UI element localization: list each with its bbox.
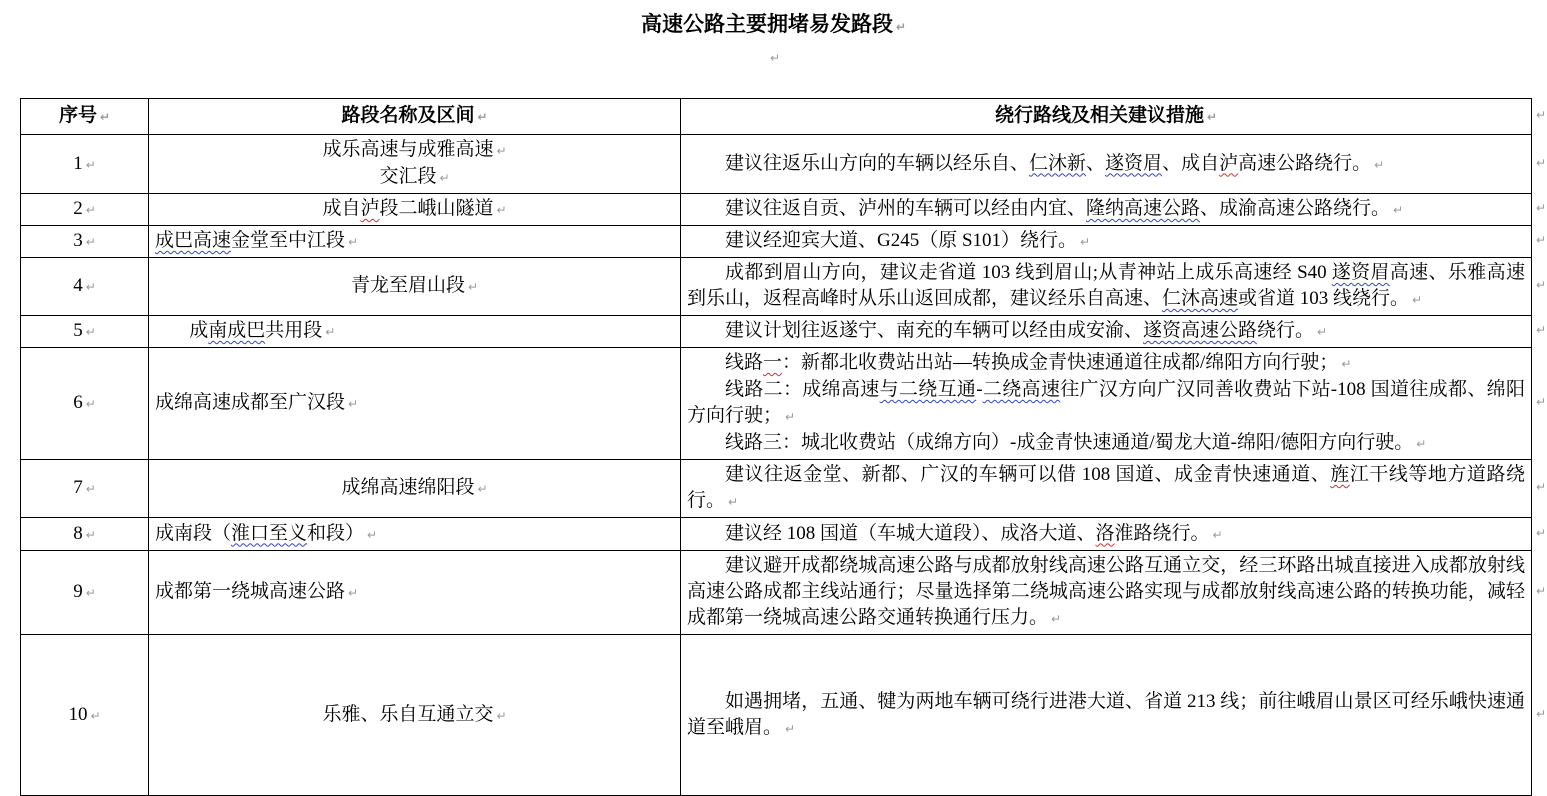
pilcrow-mark: ↵ (439, 171, 450, 185)
text-segment: 成绵高速成都至广汉段 (155, 392, 346, 413)
text-segment: - (976, 379, 983, 400)
table-row (21, 194, 1532, 226)
spellcheck-segment: 泸 (1219, 152, 1239, 174)
spellcheck-segment: 遂资眉 (1331, 262, 1390, 283)
row-number-cell (21, 135, 149, 194)
text-segment: 线路 (725, 352, 764, 373)
empty-paragraph (0, 47, 1547, 69)
text-segment: 、成渝高速公路绕行。 (1200, 198, 1391, 219)
header-cell-section-name (149, 99, 681, 135)
text-segment: 线路二：成绵高速 (725, 379, 880, 400)
text-segment: 金堂至中江段 (231, 230, 346, 251)
row-number-cell (21, 635, 149, 796)
table-row (21, 316, 1532, 348)
row-end-mark: ↵ (1536, 155, 1547, 170)
section-name-cell (149, 460, 681, 518)
section-name-cell (149, 348, 681, 460)
pilcrow-mark: ↵ (1374, 157, 1385, 172)
section-name-line (155, 702, 674, 729)
section-name-line (155, 273, 674, 300)
text-segment: 建议避开成都绕城高速公路与成都放射线高速公路互通立交，经三环路出城直接进入成都放射线高速公路成都主线站通行；尽量选择第二绕城高速公路实现与成都放射线高速公路的转换功能，减轻成都第一绕城高速公路交通转换通行压力。 (687, 555, 1525, 628)
pilcrow-mark: ↵ (477, 482, 488, 496)
text-segment: 淮路绕行。 (1114, 522, 1210, 544)
pilcrow-mark: ↵ (348, 397, 359, 411)
table-row (21, 226, 1532, 258)
row-number: 5 (73, 320, 83, 341)
spellcheck-segment: 隆纳高速公路 (1086, 198, 1201, 219)
text-segment: 和段） (307, 522, 365, 544)
detour-advice-paragraph (687, 318, 1525, 345)
section-name-cell (149, 518, 681, 551)
section-name-line (155, 390, 674, 417)
text-segment: 建议往返金堂、新都、广汉的车辆可以借 108 国道、成金青快速通道、 (725, 464, 1331, 485)
text-segment: 成都到眉山方向，建议走省道 103 线到眉山;从青神站上成乐高速经 S40 (725, 262, 1332, 283)
pilcrow-mark: ↵ (1206, 110, 1218, 124)
section-name-line (155, 196, 674, 223)
pilcrow-mark: ↵ (1051, 612, 1062, 626)
table-body (21, 135, 1532, 796)
pilcrow-mark: ↵ (1317, 325, 1328, 339)
row-end-mark: ↵ (1536, 108, 1547, 122)
table-row (21, 518, 1532, 551)
row-end-mark: ↵ (1536, 395, 1547, 409)
detour-advice-paragraph (687, 377, 1525, 430)
pilcrow-mark: ↵ (85, 397, 96, 411)
spellcheck-segment: 仁沐高速 (1162, 288, 1239, 309)
row-number-cell (21, 194, 149, 226)
table-row (21, 551, 1532, 635)
text-segment: 江干线等地方道路绕行。 (687, 464, 1525, 511)
section-name-cell (149, 635, 681, 796)
text-segment: 乐雅、乐自互通立交 (322, 703, 494, 725)
pilcrow-mark: ↵ (477, 110, 488, 124)
text-segment: 成绵高速绵阳段 (341, 477, 475, 498)
detour-advice-paragraph (687, 151, 1525, 178)
spellcheck-segment: 泸 (360, 198, 380, 219)
text-segment: 青龙至眉山段 (350, 275, 465, 296)
row-end-mark: ↵ (1536, 278, 1547, 292)
text-segment: 成 (189, 320, 209, 341)
text-segment: 成南段（ (155, 522, 232, 544)
row-number: 1 (73, 152, 83, 174)
text-segment: 线路三：城北收费站（成绵方向）-成金青快速通道/蜀龙大道-绵阳/德阳方向行驶。 (725, 432, 1414, 453)
pilcrow-mark: ↵ (1080, 235, 1091, 249)
pilcrow-mark: ↵ (1412, 293, 1423, 307)
page-title-text: 高速公路主要拥堵易发路段 (640, 12, 893, 36)
text-segment: 交汇段 (379, 166, 437, 187)
row-number: 10 (68, 703, 88, 725)
pilcrow-mark: ↵ (348, 586, 359, 600)
detour-advice-paragraph (687, 260, 1525, 313)
detour-advice-cell (681, 135, 1532, 194)
spellcheck-segment: 遂资眉 (1105, 152, 1163, 174)
text-segment: 成自 (322, 198, 361, 219)
row-number-cell (21, 316, 149, 348)
row-number: 7 (73, 477, 83, 498)
spellcheck-segment: 洛 (1095, 522, 1115, 544)
detour-advice-paragraph (687, 430, 1525, 457)
spellcheck-segment: 仁沐新 (1029, 152, 1087, 174)
detour-advice-paragraph (687, 553, 1525, 632)
text-segment: 成都第一绕城高速公路 (155, 581, 346, 602)
row-number-cell (21, 460, 149, 518)
detour-advice-cell (681, 518, 1532, 551)
header-label: 路段名称及区间 (341, 105, 475, 126)
detour-advice-cell (681, 348, 1532, 460)
detour-advice-paragraph (687, 521, 1525, 548)
text-segment: 建议经 108 国道（车城大道段）、成洛大道、 (725, 522, 1096, 544)
pilcrow-mark: ↵ (785, 410, 796, 424)
pilcrow-mark: ↵ (99, 110, 111, 124)
table-header-row (21, 99, 1532, 135)
spellcheck-segment: 一 (763, 352, 783, 373)
row-number-cell (21, 258, 149, 316)
spellcheck-segment: 南成巴 (208, 320, 266, 341)
table-row (21, 135, 1532, 194)
pilcrow-mark: ↵ (85, 482, 96, 496)
row-number: 2 (73, 198, 83, 219)
pilcrow-mark: ↵ (348, 235, 359, 249)
spellcheck-segment: 成巴高速 (155, 230, 232, 251)
section-name-cell (149, 226, 681, 258)
page-title (0, 10, 1547, 41)
row-end-mark: ↵ (1536, 323, 1547, 337)
pilcrow-mark: ↵ (467, 280, 479, 294)
section-name-line (155, 318, 674, 345)
document-page (0, 10, 1547, 780)
text-segment: 往广汉方向广汉同善收费站下站-108 国道往成都、绵阳方向行驶； (687, 379, 1525, 426)
pilcrow-mark: ↵ (85, 527, 96, 542)
row-number: 8 (73, 522, 83, 544)
section-name-line (155, 228, 674, 255)
pilcrow-mark: ↵ (85, 280, 96, 294)
header-label: 绕行路线及相关建议措施 (994, 105, 1204, 126)
spellcheck-segment: 二绕高速 (982, 379, 1061, 400)
row-number: 9 (73, 581, 83, 602)
text-segment: 、 (1086, 152, 1106, 174)
pilcrow-mark: ↵ (785, 721, 796, 736)
header-cell-detour-advice (681, 99, 1532, 135)
table-row (21, 348, 1532, 460)
detour-advice-cell (681, 194, 1532, 226)
text-segment: 建议经迎宾大道、G245（原 S101）绕行。 (725, 230, 1078, 251)
header-cell-index (21, 99, 149, 135)
section-name-cell (149, 194, 681, 226)
text-segment: 段二峨山隧道 (379, 198, 494, 219)
section-name-cell (149, 551, 681, 635)
detour-advice-paragraph (687, 228, 1525, 255)
pilcrow-mark: ↵ (85, 325, 96, 339)
pilcrow-mark: ↵ (1212, 527, 1223, 542)
section-name-cell (149, 258, 681, 316)
row-number-cell (21, 518, 149, 551)
pilcrow-mark: ↵ (895, 20, 907, 34)
text-segment: ：新都北收费站出站—转换成金青快速通道往成都/绵阳方向行驶； (782, 352, 1339, 373)
section-name-line (155, 521, 674, 548)
section-name-cell (149, 135, 681, 194)
row-number-cell (21, 226, 149, 258)
section-name-cell (149, 316, 681, 348)
pilcrow-mark: ↵ (367, 527, 378, 542)
text-segment: 建议计划往返遂宁、南充的车辆可以经由成安渝、 (725, 320, 1144, 341)
text-segment: 共用段 (265, 320, 323, 341)
detour-advice-cell (681, 316, 1532, 348)
detour-advice-cell (681, 551, 1532, 635)
pilcrow-mark: ↵ (85, 235, 96, 249)
detour-advice-cell (681, 258, 1532, 316)
row-end-mark: ↵ (1536, 584, 1547, 598)
row-end-mark: ↵ (1536, 525, 1547, 540)
row-end-mark: ↵ (1536, 706, 1547, 721)
pilcrow-mark: ↵ (85, 203, 96, 217)
detour-advice-paragraph (687, 462, 1525, 515)
pilcrow-mark: ↵ (85, 586, 96, 600)
pilcrow-mark: ↵ (90, 708, 101, 723)
pilcrow-mark: ↵ (85, 157, 96, 172)
detour-advice-paragraph (687, 689, 1525, 742)
pilcrow-mark: ↵ (769, 51, 781, 65)
detour-advice-paragraph (687, 350, 1525, 377)
row-number-cell (21, 348, 149, 460)
pilcrow-mark: ↵ (1416, 437, 1427, 451)
table-row (21, 460, 1532, 518)
pilcrow-mark: ↵ (496, 708, 507, 723)
pilcrow-mark: ↵ (1393, 203, 1404, 217)
spellcheck-segment: 与二绕互通 (879, 379, 977, 400)
section-name-line (155, 475, 674, 502)
spellcheck-segment: 旌 (1330, 464, 1350, 485)
row-end-mark: ↵ (1536, 233, 1547, 247)
header-label: 序号 (58, 105, 97, 126)
pilcrow-mark: ↵ (496, 203, 507, 217)
spellcheck-segment: 淮口至义 (231, 522, 308, 544)
row-number: 6 (73, 392, 83, 413)
table-row (21, 635, 1532, 796)
section-name-line (155, 164, 674, 191)
text-segment: 高速公路绕行。 (1238, 152, 1372, 174)
detour-advice-cell (681, 226, 1532, 258)
pilcrow-mark: ↵ (1341, 357, 1352, 371)
text-segment: 、成自 (1162, 152, 1220, 174)
table-row (21, 258, 1532, 316)
detour-advice-cell (681, 635, 1532, 796)
row-number: 4 (73, 275, 83, 296)
text-segment: 如遇拥堵，五通、犍为两地车辆可绕行进港大道、省道 213 线；前往峨眉山景区可经乐峨快速通道至峨眉。 (687, 690, 1525, 738)
text-segment: 或省道 103 线绕行。 (1238, 288, 1410, 309)
section-name-line (155, 579, 674, 606)
detour-advice-paragraph (687, 196, 1525, 223)
text-segment: 绕行。 (1257, 320, 1315, 341)
congestion-sections-table (20, 98, 1532, 796)
detour-advice-cell (681, 460, 1532, 518)
row-end-mark: ↵ (1536, 201, 1547, 215)
text-segment: 高速、乐雅高速到乐山，返程高峰时从乐山返回成都，建议经乐自高速、 (687, 262, 1525, 309)
table-header-row (21, 99, 1532, 135)
section-name-line (155, 137, 674, 164)
text-segment: 建议往返自贡、泸州的车辆可以经由内宜、 (725, 198, 1087, 219)
pilcrow-mark: ↵ (728, 495, 739, 509)
row-number: 3 (73, 230, 83, 251)
spellcheck-segment: 遂资高速公路 (1143, 320, 1258, 341)
pilcrow-mark: ↵ (496, 144, 507, 158)
row-number-cell (21, 551, 149, 635)
text-segment: 建议往返乐山方向的车辆以经乐自、 (725, 152, 1030, 174)
row-end-mark: ↵ (1536, 480, 1547, 494)
text-segment: 成乐高速与成雅高速 (322, 139, 494, 160)
pilcrow-mark: ↵ (325, 325, 336, 339)
